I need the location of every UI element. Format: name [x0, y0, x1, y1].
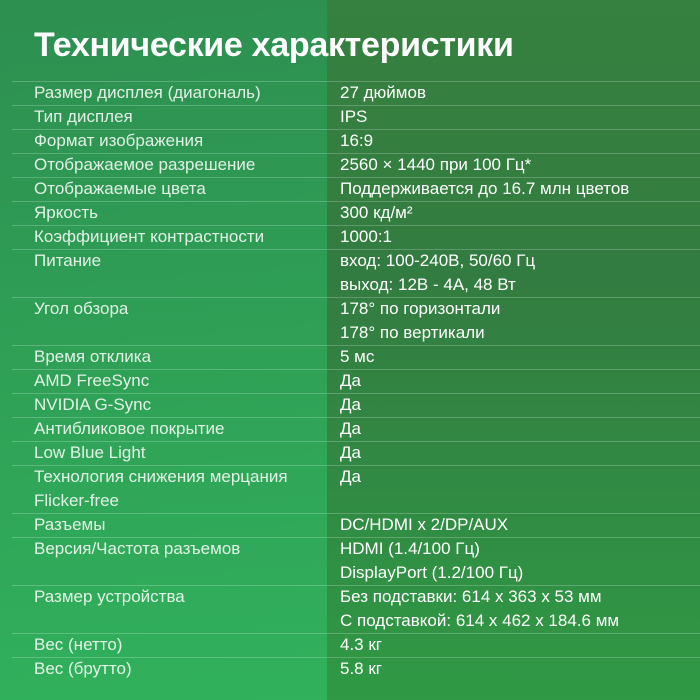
- spec-row: [0, 393, 700, 417]
- spec-label: [0, 369, 327, 393]
- spec-row: [0, 513, 700, 537]
- spec-line: 27 дюймов: [340, 83, 426, 102]
- spec-line: 2560 × 1440 при 100 Гц*: [340, 155, 532, 174]
- spec-row: [0, 345, 700, 369]
- spec-line: Отображаемое разрешение: [34, 155, 256, 174]
- spec-value: [327, 153, 700, 177]
- spec-line: Поддерживается до 16.7 млн цветов: [340, 179, 630, 198]
- spec-label: [0, 513, 327, 537]
- spec-line: 178° по горизонтали: [340, 299, 501, 318]
- spec-label: [0, 633, 327, 657]
- spec-row: [0, 537, 700, 585]
- spec-value: [327, 393, 700, 417]
- spec-value: [327, 129, 700, 153]
- spec-line: DC/HDMI x 2/DP/AUX: [340, 515, 509, 534]
- page-title: Технические характеристики: [34, 26, 514, 64]
- spec-value: [327, 249, 700, 297]
- spec-row: [0, 657, 700, 681]
- spec-line: DisplayPort (1.2/100 Гц): [340, 563, 524, 582]
- spec-line: вход: 100-240В, 50/60 Гц: [340, 251, 536, 270]
- spec-line: NVIDIA G-Sync: [34, 395, 152, 414]
- spec-label: [0, 153, 327, 177]
- spec-value: [327, 633, 700, 657]
- spec-line: Питание: [34, 251, 102, 270]
- spec-line: IPS: [340, 107, 368, 126]
- spec-line: Разъемы: [34, 515, 106, 534]
- spec-row: [0, 633, 700, 657]
- spec-line: 178° по вертикали: [340, 323, 485, 342]
- spec-row: [0, 177, 700, 201]
- spec-value: [327, 513, 700, 537]
- spec-label: [0, 417, 327, 441]
- spec-value: [327, 177, 700, 201]
- spec-row: [0, 129, 700, 153]
- spec-value: [327, 225, 700, 249]
- spec-row: [0, 585, 700, 633]
- spec-line: С подставкой: 614 x 462 x 184.6 мм: [340, 611, 620, 630]
- spec-line: Технология снижения мерцания: [34, 467, 288, 486]
- spec-label: [0, 297, 327, 321]
- spec-line: 5 мс: [340, 347, 375, 366]
- spec-table: [0, 81, 700, 681]
- spec-line: Да: [340, 419, 361, 438]
- spec-label: [0, 81, 327, 105]
- spec-label: [0, 345, 327, 369]
- spec-value: [327, 345, 700, 369]
- spec-line: Да: [340, 371, 361, 390]
- spec-label: [0, 393, 327, 417]
- spec-line: Low Blue Light: [34, 443, 146, 462]
- spec-line: Время отклика: [34, 347, 152, 366]
- spec-label: [0, 225, 327, 249]
- spec-value: [327, 297, 700, 345]
- spec-label: [0, 465, 327, 513]
- spec-line: выход: 12В - 4А, 48 Вт: [340, 275, 516, 294]
- spec-line: Вес (нетто): [34, 635, 123, 654]
- spec-line: Flicker-free: [34, 491, 120, 510]
- spec-line: Размер устройства: [34, 587, 185, 606]
- spec-value: [327, 465, 700, 489]
- spec-line: 1000:1: [340, 227, 392, 246]
- spec-line: Размер дисплея (диагональ): [34, 83, 261, 102]
- spec-label: [0, 249, 327, 273]
- spec-line: 4.3 кг: [340, 635, 382, 654]
- spec-value: [327, 369, 700, 393]
- spec-row: [0, 465, 700, 513]
- spec-row: [0, 297, 700, 345]
- spec-row: [0, 105, 700, 129]
- spec-value: [327, 105, 700, 129]
- spec-line: Да: [340, 467, 361, 486]
- spec-row: [0, 249, 700, 297]
- spec-line: Отображаемые цвета: [34, 179, 206, 198]
- spec-line: Без подставки: 614 x 363 x 53 мм: [340, 587, 602, 606]
- spec-row: [0, 225, 700, 249]
- spec-row: [0, 369, 700, 393]
- spec-line: Тип дисплея: [34, 107, 133, 126]
- spec-value: [327, 201, 700, 225]
- spec-row: [0, 201, 700, 225]
- spec-line: Да: [340, 395, 361, 414]
- spec-value: [327, 537, 700, 585]
- spec-label: [0, 537, 327, 561]
- spec-label: [0, 129, 327, 153]
- spec-line: 5.8 кг: [340, 659, 382, 678]
- spec-value: [327, 441, 700, 465]
- spec-line: Угол обзора: [34, 299, 129, 318]
- spec-line: Да: [340, 443, 361, 462]
- spec-value: [327, 81, 700, 105]
- spec-label: [0, 657, 327, 681]
- spec-label: [0, 201, 327, 225]
- spec-line: Яркость: [34, 203, 98, 222]
- spec-row: [0, 441, 700, 465]
- spec-value: [327, 417, 700, 441]
- spec-line: HDMI (1.4/100 Гц): [340, 539, 480, 558]
- spec-line: 16:9: [340, 131, 374, 150]
- spec-line: AMD FreeSync: [34, 371, 150, 390]
- spec-row: [0, 81, 700, 105]
- spec-label: [0, 105, 327, 129]
- spec-line: Коэффициент контрастности: [34, 227, 265, 246]
- spec-label: [0, 177, 327, 201]
- spec-label: [0, 441, 327, 465]
- spec-value: [327, 585, 700, 633]
- spec-row: [0, 417, 700, 441]
- spec-value: [327, 657, 700, 681]
- spec-line: Версия/Частота разъемов: [34, 539, 241, 558]
- spec-label: [0, 585, 327, 609]
- spec-line: Формат изображения: [34, 131, 204, 150]
- spec-row: [0, 153, 700, 177]
- spec-line: Вес (брутто): [34, 659, 132, 678]
- spec-line: 300 кд/м²: [340, 203, 413, 222]
- spec-line: Антибликовое покрытие: [34, 419, 225, 438]
